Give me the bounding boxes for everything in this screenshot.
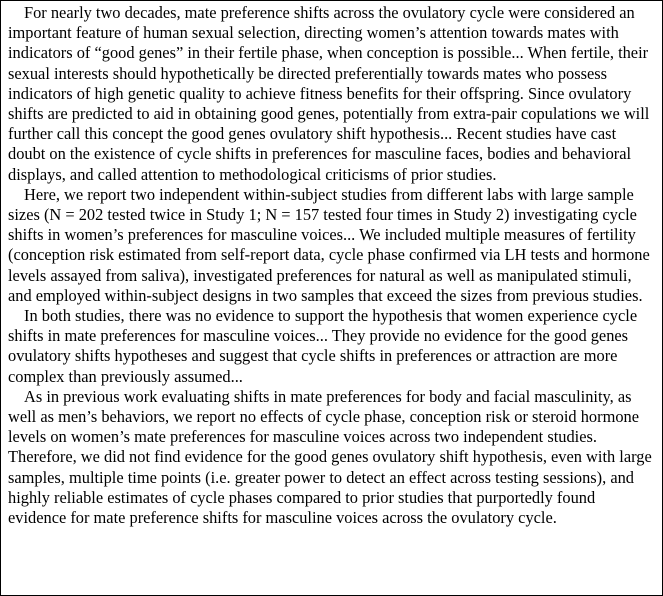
- paragraph-results: In both studies, there was no evidence to support the hypothesis that women experience cycle shifts in mate preferences for masculine voices... They provide no evidence for the good genes ovulatory shifts hypotheses and suggest that cycle shifts in preferences or attraction are more complex than previously assumed...: [8, 306, 638, 386]
- paragraph-methods: Here, we report two independent within-subject studies from different labs with large sample sizes (N = 202 tested twice in Study 1; N = 157 tested four times in Study 2) investigating cycle shifts in women’s preferences for masculine voices... We included multiple measures of fertility (conception risk estimated from self-report data, cycle phase confirmed via LH tests and hormone levels assayed from saliva), investigated preferences for natural as well as manipulated stimuli, and employed within-subject designs in two samples that exceed the sizes from previous studies.: [8, 184, 650, 305]
- paragraph-intro: For nearly two decades, mate preference shifts across the ovulatory cycle were considered an important feature of human sexual selection, directing women’s attention towards mates with indicators of “good genes” in their fertile phase, when conception is possible... When fertile, their sexual interests should hypothetically be directed preferentially towards mates who possess indicators of high genetic quality to achieve fitness benefits for their offspring. Since ovulatory shifts are predicted to aid in obtaining good genes, potentially from extra-pair copulations we will further call this concept the good genes ovulatory shift hypothesis... Recent studies have cast doubt on the existence of cycle shifts in preferences for masculine faces, bodies and behavioral displays, and called attention to methodological criticisms of prior studies.: [8, 3, 650, 184]
- paragraph-conclusion: As in previous work evaluating shifts in mate preferences for body and facial masculinity, as well as men’s behaviors, we report no effects of cycle phase, conception risk or steroid hormone levels on women’s mate preferences for masculine voices across two independent studies. Therefore, we did not find evidence for the good genes ovulatory shift hypothesis, even with large samples, multiple time points (i.e. greater power to detect an effect across testing sessions), and highly reliable estimates of cycle phases compared to prior studies that purportedly found evidence for mate preference shifts for masculine voices across the ovulatory cycle.: [8, 386, 652, 528]
